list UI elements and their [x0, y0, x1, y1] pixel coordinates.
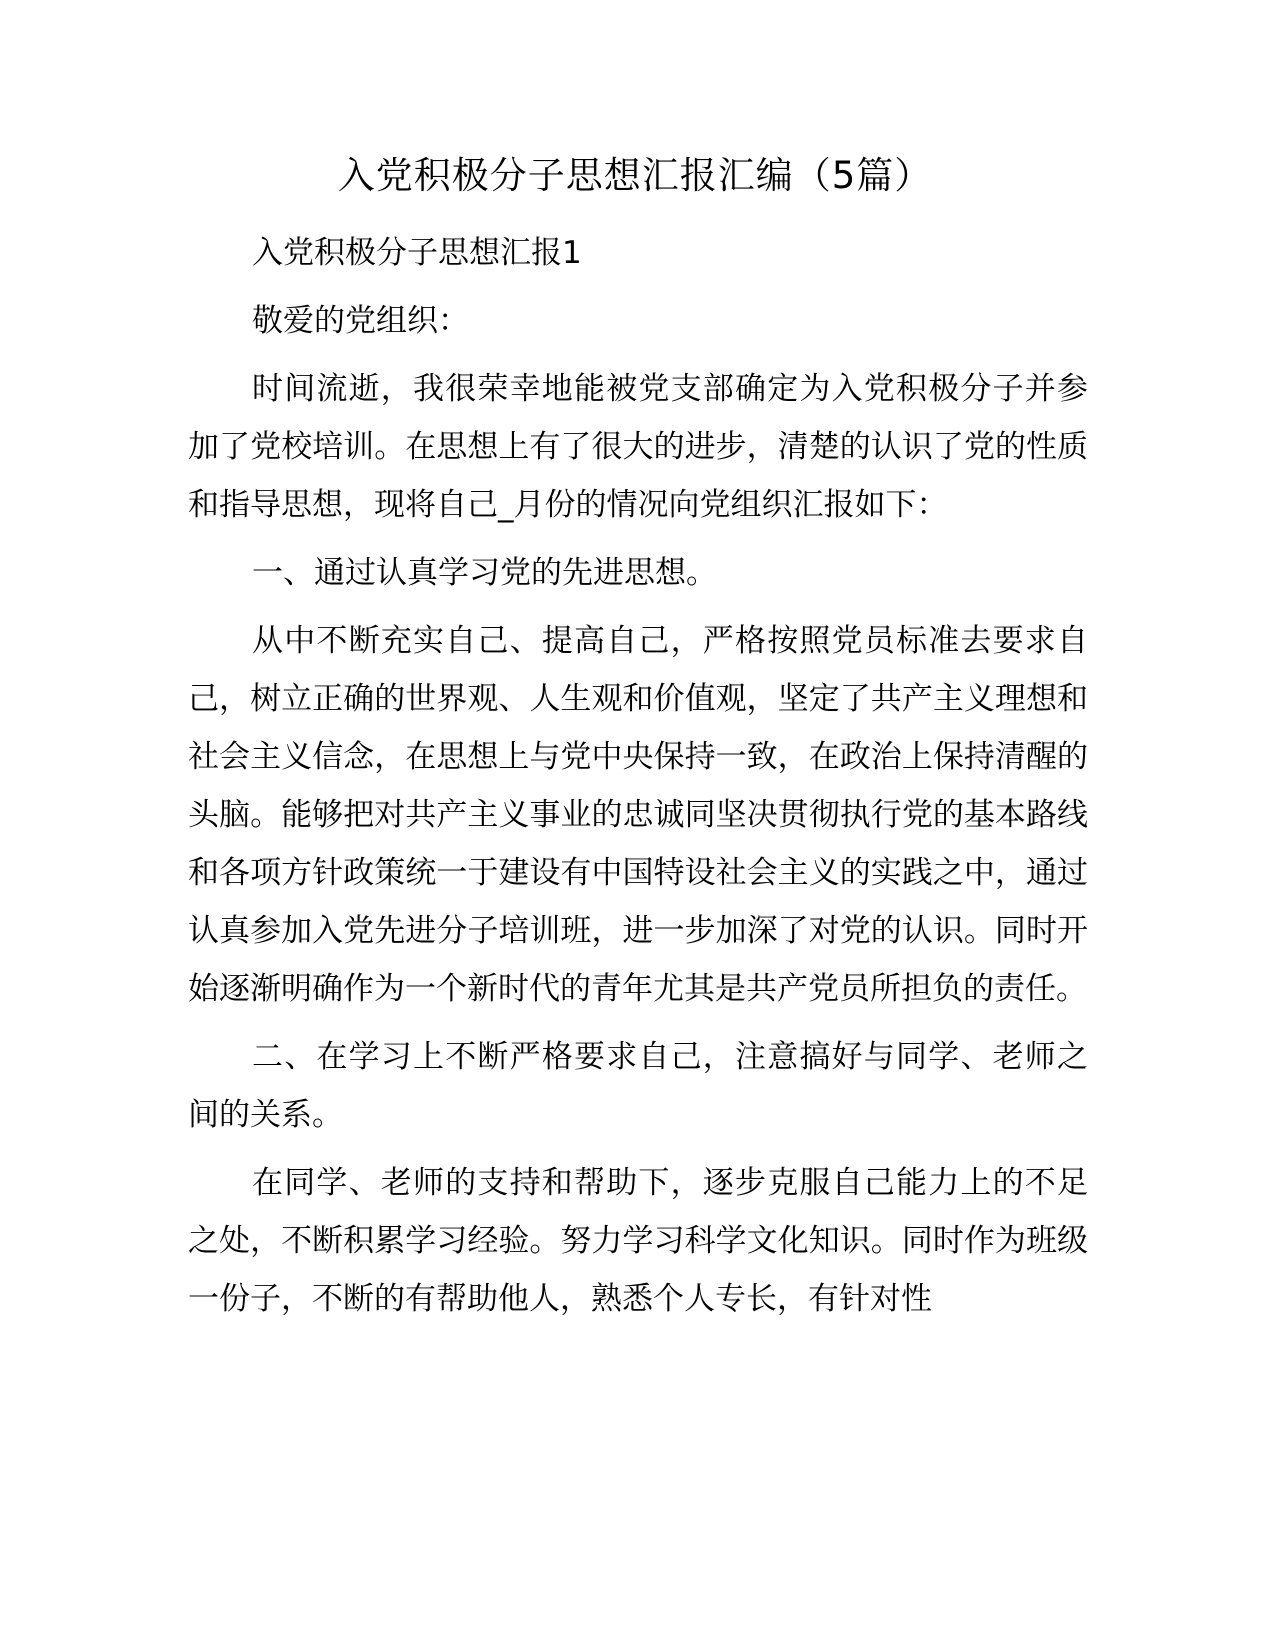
intro-paragraph: 时间流逝，我很荣幸地能被党支部确定为入党积极分子并参加了党校培训。在思想上有了很大的进步，清楚的认识了党的性质和指导思想，现将自己_月份的情况向党组织汇报如下： [188, 371, 1088, 523]
section-heading-one: 一、通过认真学习党的先进思想。 [252, 555, 717, 591]
report-heading: 入党积极分子思想汇报1 [252, 235, 582, 271]
document-body [188, 224, 1088, 1338]
section-heading-two: 二、在学习上不断严格要求自己，注意搞好与同学、老师之间的关系。 [188, 1039, 1088, 1133]
section-two-paragraph: 在同学、老师的支持和帮助下，逐步克服自己能力上的不足之处，不断积累学习经验。努力学习科学文化知识。同时作为班级一份子，不断的有帮助他人，熟悉个人专长，有针对性 [188, 1165, 1088, 1317]
document-title: 入党积极分子思想汇报汇编（5篇） [337, 154, 933, 197]
salutation: 敬爱的党组织： [252, 303, 469, 339]
section-one-paragraph: 从中不断充实自己、提高自己，严格按照党员标准去要求自己，树立正确的世界观、人生观和价值观，坚定了共产主义理想和社会主义信念，在思想上与党中央保持一致，在政治上保持清醒的头脑。能够把对共产主义事业的忠诚同坚决贯彻执行党的基本路线和各项方针政策统一于建设有中国特设社会主义的实践之中，通过认真参加入党先进分子培训班，进一步加深了对党的认识。同时开始逐渐明确作为一个新时代的青年尤其是共产党员所担负的责任。 [188, 623, 1088, 1007]
